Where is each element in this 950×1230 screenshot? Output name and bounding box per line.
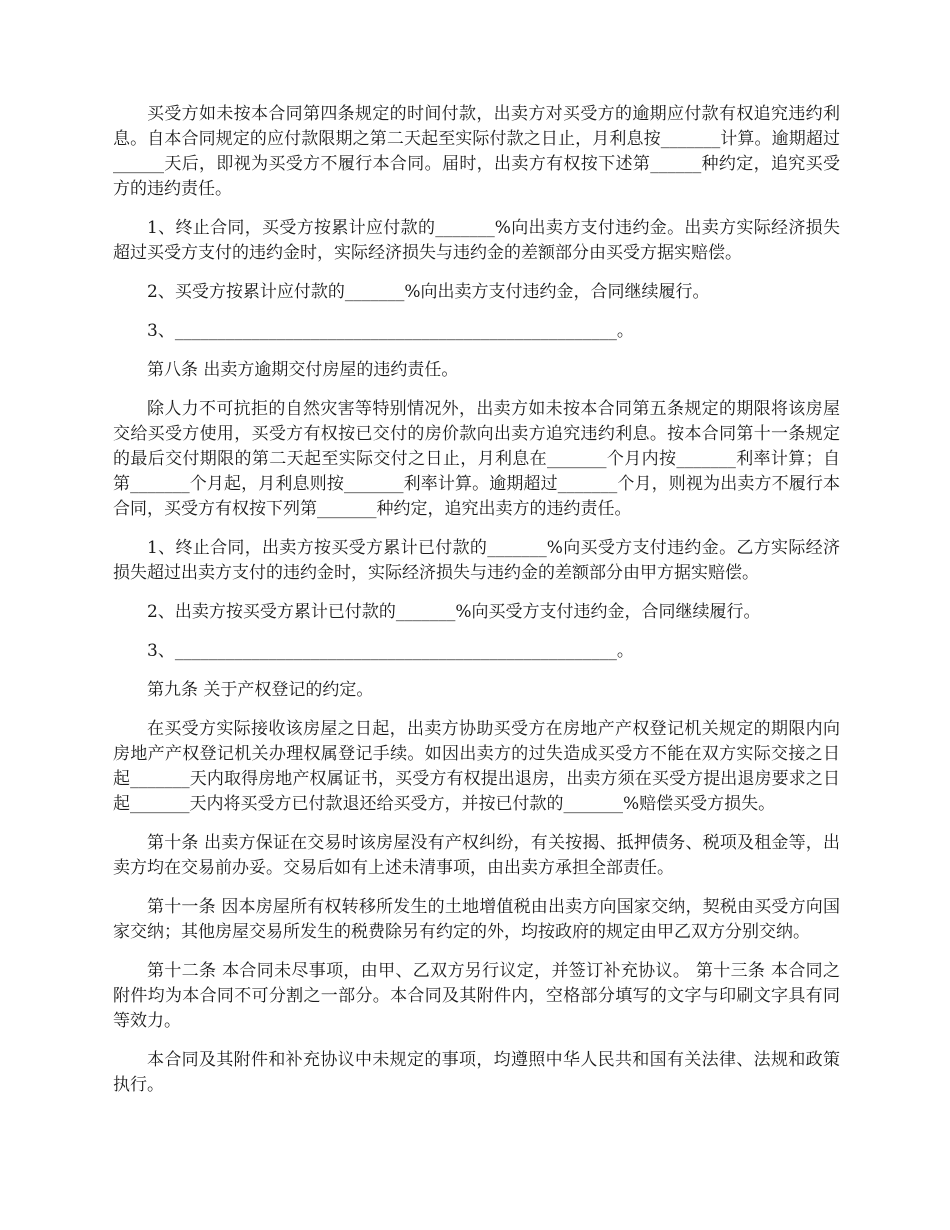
paragraph-late-payment: 买受方如未按本合同第四条规定的时间付款，出卖方对买受方的逾期应付款有权追究违约利息。自本合同规定的应付款限期之第二天起至实际付款之日止，月利息按_______计算。逾期超过______天后，即视为买受方不履行本合同。届时，出卖方有权按下述第______种约定，追究买受方的违约责任。 — [113, 104, 840, 199]
article-9-heading: 第九条 关于产权登记的约定。 — [147, 680, 374, 700]
paragraph-late-delivery: 除人力不可抗拒的自然灾害等特别情况外，出卖方如未按本合同第五条规定的期限将该房屋交给买受方使用，买受方有权按已交付的房价款向出卖方追究违约利息。按本合同第十一条规定的最后交付期限的第二天起至实际交付之日止，月利息在_______个月内按_______利率计算；自第_______个月起，月利息则按_______利率计算。逾期超过_______个月，则视为出卖方不履行本合同，买受方有权按下列第_______种约定，追究出卖方的违约责任。 — [113, 399, 840, 519]
paragraph-seller-terminate: 1、终止合同，出卖方按买受方累计已付款的_______%向买受方支付违约金。乙方实际经济损失超过出卖方支付的违约金时，实际经济损失与违约金的差额部分由甲方据实赔偿。 — [113, 538, 840, 583]
paragraph-buyer-other: 3、____________________________________________________。 — [147, 321, 634, 341]
article-12-13: 第十二条 本合同未尽事项，由甲、乙双方另行议定，并签订补充协议。 第十三条 本合同之附件均为本合同不可分割之一部分。本合同及其附件内，空格部分填写的文字与印刷文字具有同等效力。 — [113, 961, 840, 1031]
paragraph-seller-other: 3、____________________________________________________。 — [147, 641, 634, 661]
document-body — [113, 102, 840, 1112]
paragraph-buyer-terminate: 1、终止合同，买受方按累计应付款的_______%向出卖方支付违约金。出卖方实际经济损失超过买受方支付的违约金时，实际经济损失与违约金的差额部分由买受方据实赔偿。 — [113, 218, 840, 263]
article-11: 第十一条 因本房屋所有权转移所发生的土地增值税由出卖方向国家交纳，契税由买受方向国家交纳；其他房屋交易所发生的税费除另有约定的外，均按政府的规定由甲乙双方分别交纳。 — [113, 897, 840, 942]
paragraph-title-registration: 在买受方实际接收该房屋之日起，出卖方协助买受方在房地产产权登记机关规定的期限内向房地产产权登记机关办理权属登记手续。如因出卖方的过失造成买受方不能在双方实际交接之日起_______天内取得房地产权属证书，买受方有权提出退房，出卖方须在买受方提出退房要求之日起_______天内将买受方已付款退还给买受方，并按已付款的_______%赔偿买受方损失。 — [113, 719, 840, 814]
article-10: 第十条 出卖方保证在交易时该房屋没有产权纠纷，有关按揭、抵押债务、税项及租金等，出卖方均在交易前办妥。交易后如有上述未清事项，由出卖方承担全部责任。 — [113, 833, 840, 878]
paragraph-buyer-continue: 2、买受方按累计应付款的_______%向出卖方支付违约金，合同继续履行。 — [147, 282, 710, 302]
article-8-heading: 第八条 出卖方逾期交付房屋的违约责任。 — [147, 360, 459, 380]
paragraph-governing-law: 本合同及其附件和补充协议中未规定的事项，均遵照中华人民共和国有关法律、法规和政策执行。 — [113, 1050, 840, 1095]
paragraph-seller-continue: 2、出卖方按买受方累计已付款的_______%向买受方支付违约金，合同继续履行。 — [147, 602, 761, 622]
